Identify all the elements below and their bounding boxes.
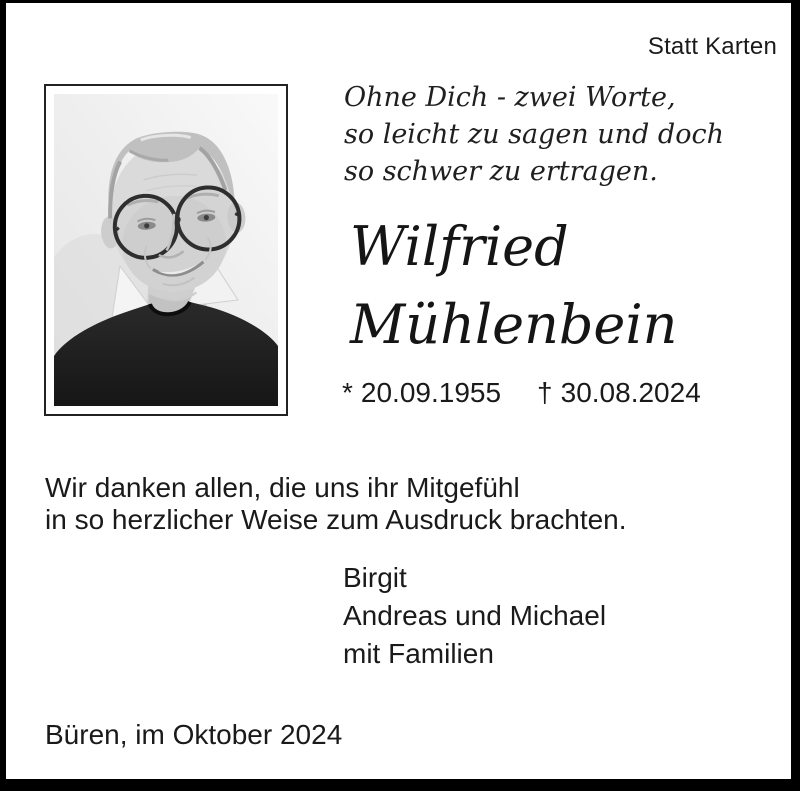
death-cross-symbol: † <box>537 377 553 408</box>
thanks-line-1: Wir danken allen, die uns ihr Mitgefühl <box>45 472 520 503</box>
deceased-name <box>350 208 677 364</box>
deceased-last-name: Mühlenbein <box>350 293 678 356</box>
photo-frame <box>44 84 288 416</box>
mourner-line-1: Birgit <box>343 562 407 593</box>
death-date: 30.08.2024 <box>560 377 701 408</box>
mourners-list <box>343 559 606 673</box>
quote-line-1: Ohne Dich - zwei Worte, <box>344 82 676 113</box>
birth-date-group <box>342 377 501 408</box>
death-date-group <box>537 377 701 408</box>
birth-date: 20.09.1955 <box>360 377 502 408</box>
deceased-first-name: Wilfried <box>350 215 569 278</box>
thanks-text <box>45 472 627 536</box>
quote-line-3: so schwer zu ertragen. <box>344 156 658 187</box>
notice-sheet <box>6 3 791 779</box>
mourner-line-2: Andreas und Michael <box>343 600 607 631</box>
birth-star-symbol: * <box>342 377 353 408</box>
memorial-quote <box>344 79 724 190</box>
place-and-date: Büren, im Oktober 2024 <box>45 719 343 750</box>
portrait-photo <box>54 94 278 406</box>
mourner-line-3: mit Familien <box>343 638 494 669</box>
statt-karten-note: Statt Karten <box>647 33 777 60</box>
quote-line-2: so leicht zu sagen und doch <box>344 119 724 150</box>
thanks-line-2: in so herzlicher Weise zum Ausdruck brachten. <box>45 504 627 535</box>
life-dates <box>342 377 701 409</box>
